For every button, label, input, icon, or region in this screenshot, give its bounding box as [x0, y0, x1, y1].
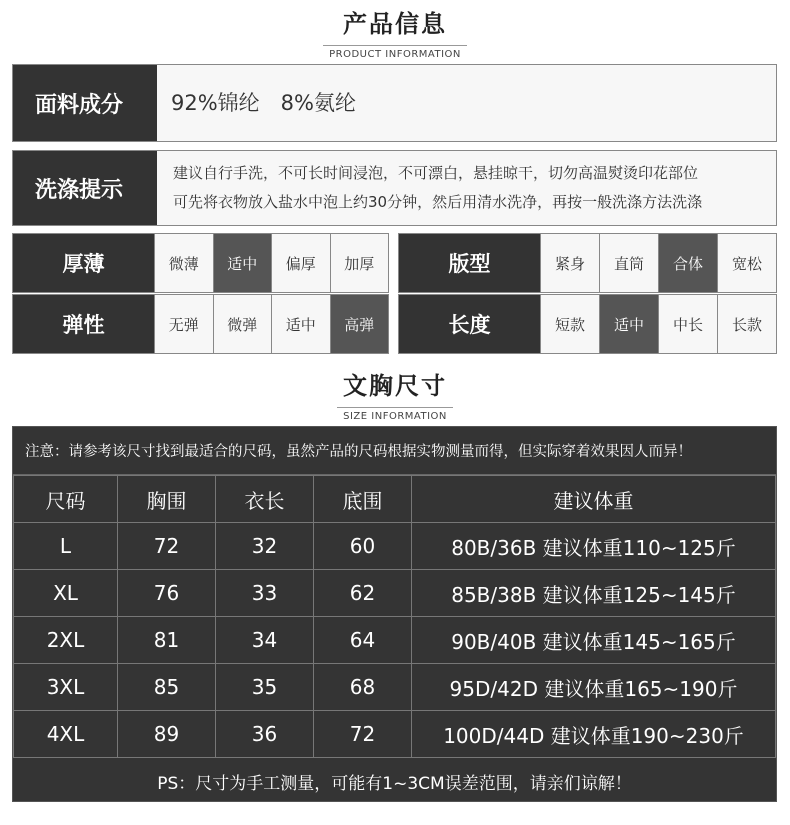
table-row	[14, 617, 776, 664]
table-cell: 81	[118, 617, 216, 664]
table-row	[14, 570, 776, 617]
table-cell: 72	[118, 523, 216, 570]
attr-option: 中长	[658, 295, 717, 353]
table-row	[14, 523, 776, 570]
table-cell: 68	[314, 664, 412, 711]
table-cell: 100D/44D 建议体重190~230斤	[412, 711, 776, 758]
attr-option: 微弹	[213, 295, 272, 353]
attr-option: 加厚	[330, 234, 389, 292]
attr-option: 偏厚	[271, 234, 330, 292]
washing-line-2: 可先将衣物放入盐水中泡上约30分钟，然后用清水洗净，再按一般洗涤方法洗涤	[173, 193, 703, 211]
washing-row	[12, 150, 777, 226]
table-header-cell: 尺码	[14, 476, 118, 523]
table-cell: 76	[118, 570, 216, 617]
attr-fit	[398, 233, 777, 293]
table-cell: XL	[14, 570, 118, 617]
attr-option: 适中	[599, 295, 658, 353]
table-cell: L	[14, 523, 118, 570]
size-info-title: 文胸尺寸	[343, 372, 447, 400]
table-cell: 60	[314, 523, 412, 570]
size-info-subtitle: SIZE INFORMATION	[337, 407, 453, 422]
table-cell: 80B/36B 建议体重110~125斤	[412, 523, 776, 570]
table-row	[14, 711, 776, 758]
product-info-subtitle: PRODUCT INFORMATION	[323, 45, 467, 60]
table-cell: 95D/42D 建议体重165~190斤	[412, 664, 776, 711]
attr-option: 长款	[717, 295, 776, 353]
table-cell: 36	[216, 711, 314, 758]
washing-line-1: 建议自行手洗，不可长时间浸泡，不可漂白，悬挂晾干，切勿高温熨烫印花部位	[173, 164, 699, 182]
attr-fit-label: 版型	[399, 234, 540, 292]
table-row	[14, 664, 776, 711]
attr-length-label: 长度	[399, 295, 540, 353]
table-header-cell: 建议体重	[412, 476, 776, 523]
attr-option: 无弹	[154, 295, 213, 353]
table-header-cell: 胸围	[118, 476, 216, 523]
attr-elasticity-label: 弹性	[13, 295, 154, 353]
size-info-header	[0, 366, 790, 420]
attr-option: 适中	[213, 234, 272, 292]
washing-text	[157, 151, 702, 225]
table-cell: 89	[118, 711, 216, 758]
washing-label: 洗涤提示	[13, 151, 157, 225]
attr-thickness-label: 厚薄	[13, 234, 154, 292]
table-cell: 90B/40B 建议体重145~165斤	[412, 617, 776, 664]
table-cell: 85	[118, 664, 216, 711]
attr-option: 高弹	[330, 295, 389, 353]
table-header-row	[14, 476, 776, 523]
attr-elasticity	[12, 294, 389, 354]
table-cell: 4XL	[14, 711, 118, 758]
table-header-cell: 衣长	[216, 476, 314, 523]
size-notice: 注意：请参考该尺寸找到最适合的尺码，虽然产品的尺码根据实物测量而得，但实际穿着效果因人而异！	[13, 427, 776, 475]
table-cell: 62	[314, 570, 412, 617]
table-cell: 2XL	[14, 617, 118, 664]
attr-option: 宽松	[717, 234, 776, 292]
material-label: 面料成分	[13, 65, 157, 141]
attr-option: 适中	[271, 295, 330, 353]
table-cell: 35	[216, 664, 314, 711]
material-row	[12, 64, 777, 142]
attr-option: 微薄	[154, 234, 213, 292]
attr-option: 合体	[658, 234, 717, 292]
table-cell: 3XL	[14, 664, 118, 711]
table-cell: 72	[314, 711, 412, 758]
table-cell: 33	[216, 570, 314, 617]
table-cell: 64	[314, 617, 412, 664]
size-ps-note: PS：尺寸为手工测量，可能有1~3CM误差范围，请亲们谅解！	[157, 773, 632, 794]
attr-thickness	[12, 233, 389, 293]
table-cell: 85B/38B 建议体重125~145斤	[412, 570, 776, 617]
size-table	[13, 475, 776, 758]
table-header-cell: 底围	[314, 476, 412, 523]
table-cell: 34	[216, 617, 314, 664]
attr-option: 直筒	[599, 234, 658, 292]
table-cell: 32	[216, 523, 314, 570]
product-info-title: 产品信息	[343, 10, 447, 38]
attr-option: 紧身	[540, 234, 599, 292]
product-info-header	[0, 4, 790, 60]
material-value: 92%锦纶 8%氨纶	[171, 90, 356, 115]
attr-option: 短款	[540, 295, 599, 353]
size-table-panel	[12, 426, 777, 802]
attr-length	[398, 294, 777, 354]
